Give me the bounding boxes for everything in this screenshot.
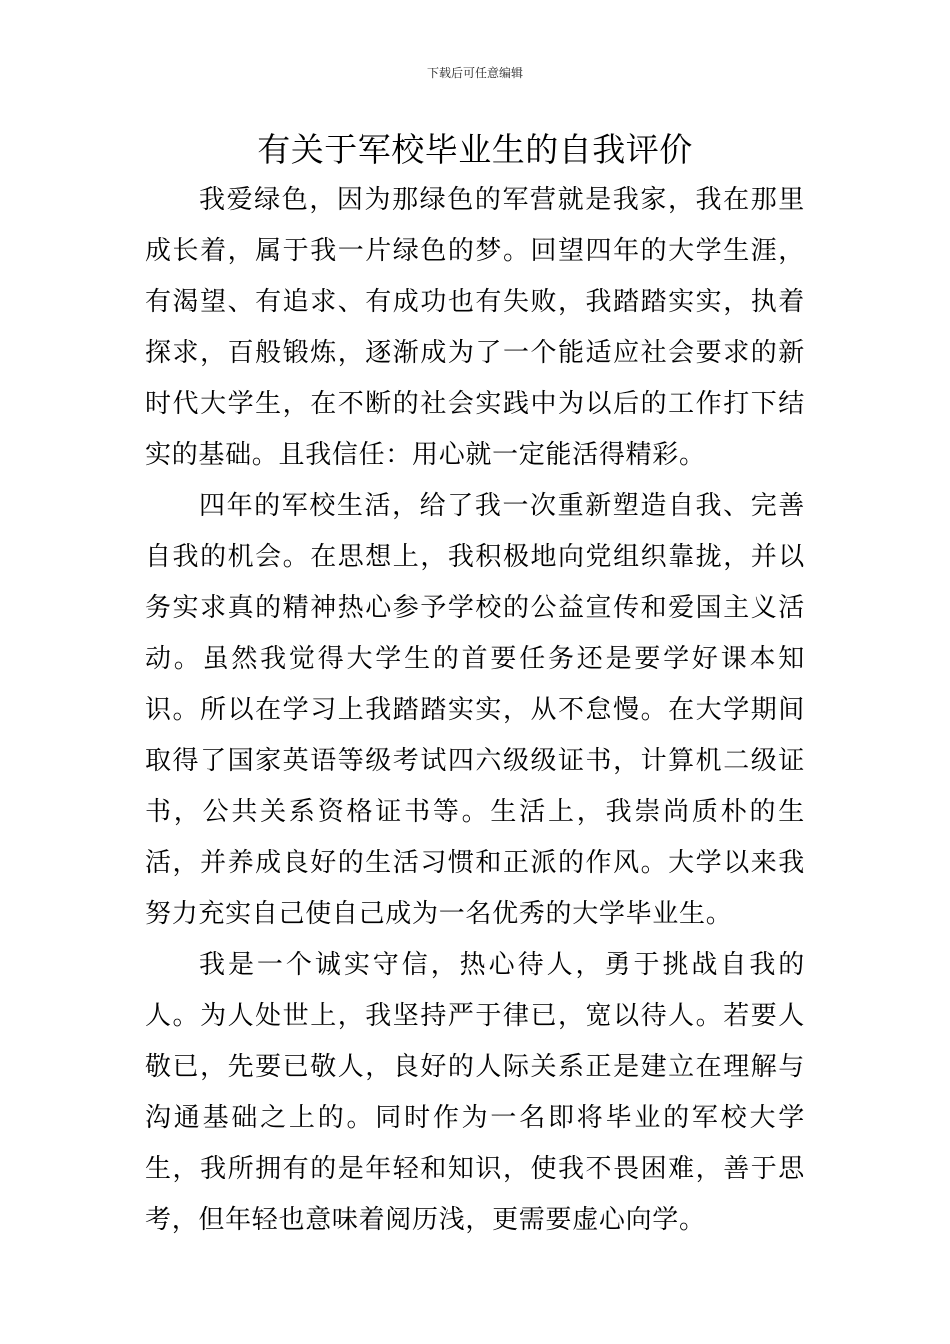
paragraph-1: 我爱绿色，因为那绿色的军营就是我家，我在那里成长着，属于我一片绿色的梦。回望四年的大学生涯，有渴望、有追求、有成功也有失败，我踏踏实实，执着探求，百般锻炼，逐渐成为了一个能适应社会要求的新时代大学生，在不断的社会实践中为以后的工作打下结实的基础。且我信任：用心就一定能活得精彩。 (145, 185, 805, 470)
header-note: 下载后可任意编辑 (426, 66, 523, 80)
paragraph-3: 我是一个诚实守信，热心待人，勇于挑战自我的人。为人处世上，我坚持严于律已，宽以待人。若要人敬已，先要已敬人，良好的人际关系正是建立在理解与沟通基础之上的。同时作为一名即将毕业的军校大学生，我所拥有的是年轻和知识，使我不畏困难，善于思考，但年轻也意味着阅历浅，更需要虚心向学。 (145, 950, 805, 1235)
document-body (145, 175, 805, 1246)
paragraph-2: 四年的军校生活，给了我一次重新塑造自我、完善自我的机会。在思想上，我积极地向党组织靠拢，并以务实求真的精神热心参予学校的公益宣传和爱国主义活动。虽然我觉得大学生的首要任务还是要学好课本知识。所以在学习上我踏踏实实，从不怠慢。在大学期间取得了国家英语等级考试四六级级证书，计算机二级证书，公共关系资格证书等。生活上，我崇尚质朴的生活，并养成良好的生活习惯和正派的作风。大学以来我努力充实自己使自己成为一名优秀的大学毕业生。 (145, 491, 805, 929)
document-title: 有关于军校毕业生的自我评价 (257, 130, 693, 169)
